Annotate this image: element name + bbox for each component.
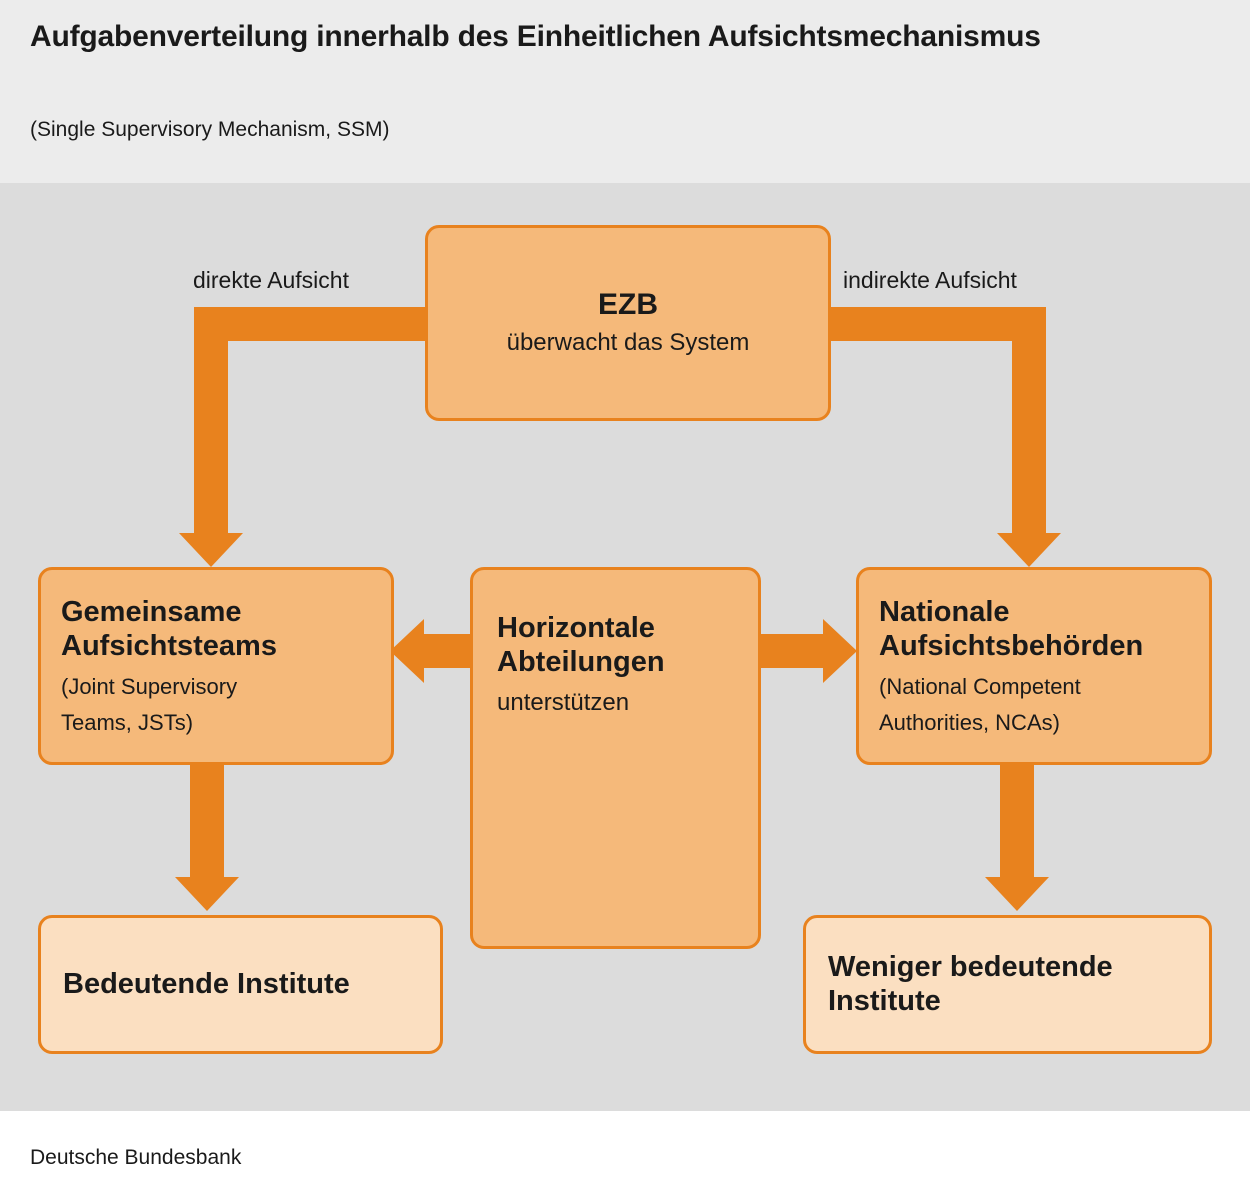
arrow-horizontal-to-jst-head-icon	[390, 619, 424, 683]
node-horizontal-subtitle: unterstützen	[497, 689, 630, 717]
page-title: Aufgabenverteilung innerhalb des Einheitlichen Aufsichtsmechanismus	[30, 20, 1041, 53]
node-nca-title-line2: Aufsichtsbehörden	[879, 630, 1144, 663]
arrow-ezb-to-nca-vertical	[1012, 307, 1046, 538]
diagram-area	[0, 183, 1250, 1111]
arrow-ezb-to-jst-horizontal	[194, 307, 432, 341]
arrow-jst-to-si-vertical	[190, 761, 224, 881]
arrow-jst-to-si-head-icon	[175, 877, 239, 911]
arrow-ezb-to-jst-head-icon	[179, 533, 243, 567]
node-jst-subtitle-line1: (Joint Supervisory	[61, 673, 238, 699]
node-jst-subtitle-line2: Teams, JSTs)	[61, 709, 194, 735]
node-national-competent-authorities	[856, 567, 1212, 765]
edge-label-indirect-supervision: indirekte Aufsicht	[843, 267, 1017, 293]
node-jst-title-line1: Gemeinsame	[61, 596, 242, 629]
source-label: Deutsche Bundesbank	[30, 1146, 242, 1169]
page-subtitle: (Single Supervisory Mechanism, SSM)	[30, 118, 390, 141]
node-significant-institutions	[38, 915, 443, 1054]
node-lsi-title-line1: Weniger bedeutende	[828, 950, 1113, 983]
arrow-horizontal-to-jst-bar	[424, 634, 476, 668]
edge-label-direct-supervision: direkte Aufsicht	[193, 267, 349, 293]
arrow-nca-to-lsi-vertical	[1000, 761, 1034, 881]
node-ezb-title: EZB	[598, 288, 658, 322]
node-horizontal-departments	[470, 567, 761, 949]
arrow-nca-to-lsi-head-icon	[985, 877, 1049, 911]
arrow-ezb-to-nca-head-icon	[997, 533, 1061, 567]
node-jst-title-line2: Aufsichtsteams	[61, 630, 277, 663]
arrow-ezb-to-jst-vertical	[194, 307, 228, 538]
node-horizontal-title-line1: Horizontale	[497, 612, 655, 644]
node-nca-title-line1: Nationale	[879, 596, 1010, 629]
node-lsi-title-line2: Institute	[828, 984, 941, 1017]
node-joint-supervisory-teams	[38, 567, 394, 765]
node-nca-subtitle-line1: (National Competent	[879, 673, 1081, 699]
node-nca-subtitle-line2: Authorities, NCAs)	[879, 709, 1060, 735]
header-band	[0, 0, 1250, 183]
arrow-horizontal-to-nca-head-icon	[823, 619, 857, 683]
node-less-significant-institutions	[803, 915, 1212, 1054]
node-si-title: Bedeutende Institute	[63, 967, 350, 1000]
arrow-horizontal-to-nca-bar	[757, 634, 825, 668]
node-ezb	[425, 225, 831, 421]
node-ezb-subtitle: überwacht das System	[506, 329, 750, 356]
node-horizontal-title-line2: Abteilungen	[497, 645, 665, 678]
